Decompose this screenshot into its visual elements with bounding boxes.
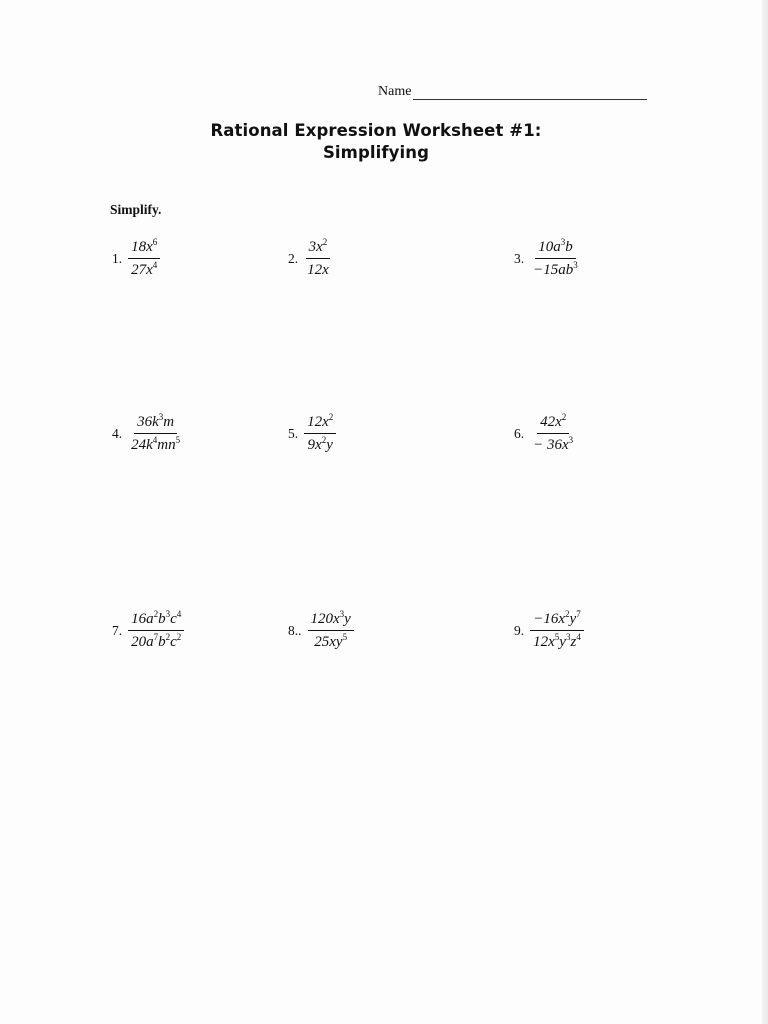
fraction [304, 238, 332, 279]
name-blank-line [413, 87, 647, 100]
problem-6 [514, 413, 576, 454]
numerator: $120x^3y$ [308, 610, 354, 631]
problem-2 [288, 238, 332, 279]
fraction [128, 610, 184, 651]
exponent: 3 [565, 632, 571, 642]
exponent: 3 [568, 435, 574, 445]
problem-number: 2. [288, 250, 299, 266]
numerator: $16a^2b^3c^4$ [128, 610, 184, 631]
exponent: 2 [321, 435, 327, 445]
numerator: $3x^2$ [306, 238, 331, 259]
denominator: $9x^2y$ [307, 435, 333, 453]
exponent: 5 [175, 435, 181, 445]
exponent: 3 [339, 609, 345, 619]
problem-7 [112, 610, 184, 651]
problem-number: 9. [514, 622, 525, 638]
exponent: 2 [328, 412, 334, 422]
problem-number: 1. [112, 250, 123, 266]
numerator: $42x^2$ [537, 413, 569, 434]
exponent: 2 [153, 609, 159, 619]
exponent: 2 [165, 632, 171, 642]
exponent: 5 [554, 632, 560, 642]
exponent: 4 [152, 435, 158, 445]
exponent: 3 [560, 237, 566, 247]
problem-number: 7. [112, 622, 123, 638]
exponent: 3 [573, 260, 578, 270]
exponent: 7 [153, 632, 159, 642]
exponent: 2 [322, 237, 328, 247]
exponent: 7 [576, 609, 581, 619]
numerator: $10a^3b$ [535, 238, 576, 259]
fraction [128, 413, 183, 454]
problem-8 [288, 610, 354, 651]
exponent: 3 [165, 609, 171, 619]
problem-5 [288, 413, 336, 454]
numerator: $-16x^2y^7$ [530, 610, 583, 631]
problem-3 [514, 238, 581, 279]
exponent: 2 [176, 632, 182, 642]
denominator: 12x [307, 262, 329, 278]
denominator: − $36x^3$ [533, 435, 574, 453]
numerator: $12x^2$ [304, 413, 336, 434]
fraction [128, 238, 160, 279]
problem-number: 3. [514, 250, 525, 266]
denominator: $20a^7b^2c^2$ [131, 632, 182, 650]
name-field [378, 84, 647, 100]
name-label: Name [378, 84, 412, 99]
exponent: 4 [176, 609, 182, 619]
numerator: $18x^6$ [128, 238, 160, 259]
problem-9 [514, 610, 584, 651]
fraction [530, 610, 584, 651]
fraction [304, 413, 336, 454]
scan-edge [762, 0, 768, 1024]
problem-number: 5. [288, 425, 299, 441]
problem-number: 6. [514, 425, 525, 441]
exponent: 2 [565, 609, 570, 619]
denominator: $12x^5y^3z^4$ [533, 632, 581, 650]
denominator: $25xy^5$ [314, 632, 348, 650]
exponent: 6 [152, 237, 158, 247]
denominator: $-15ab^3$ [533, 260, 578, 278]
instructions: Simplify. [110, 202, 162, 217]
problem-number: 4. [112, 425, 123, 441]
fraction [530, 238, 581, 279]
worksheet-subtitle: Simplifying [322, 143, 430, 162]
exponent: 2 [561, 412, 567, 422]
fraction [530, 413, 576, 454]
fraction [308, 610, 354, 651]
numerator: $36k^3m$ [134, 413, 177, 434]
problem-4 [112, 413, 183, 454]
problem-1 [112, 238, 160, 279]
exponent: 5 [342, 632, 348, 642]
denominator: $24k^4mn^5$ [131, 435, 181, 453]
exponent: 4 [152, 260, 158, 270]
problem-number: 8.. [288, 622, 302, 638]
exponent: 4 [576, 632, 581, 642]
denominator: $27x^4$ [131, 260, 158, 278]
worksheet-title: Rational Expression Worksheet #1: [210, 121, 542, 140]
exponent: 3 [158, 412, 164, 422]
